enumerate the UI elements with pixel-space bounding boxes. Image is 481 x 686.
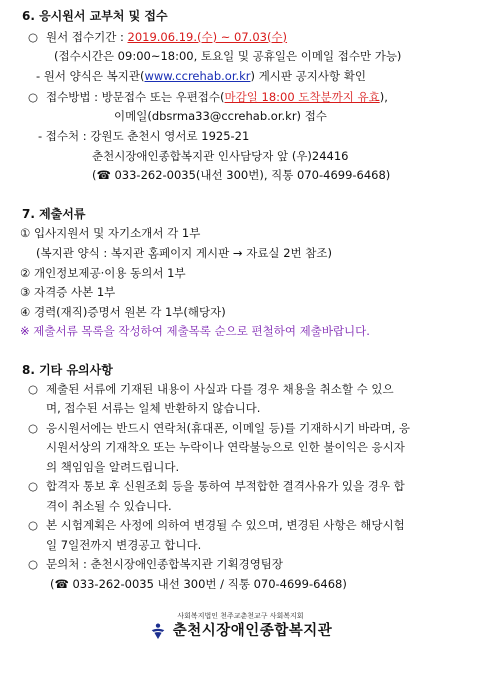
footer-brand (0, 622, 481, 640)
doc-item-4: ④ 경력(재직)증명서 원본 각 1부(해당자) (20, 305, 226, 319)
notice-4-line-2: 일 7일전까지 변경공고 합니다. (46, 538, 202, 552)
notice-5-line-1: 문의처 : 춘천시장애인종합복지관 기획경영팀장 (46, 557, 284, 571)
place-line-2: 춘천시장애인종합복지관 인사담당자 앞 (우)24416 (92, 149, 349, 163)
notice-1-bullet: ○ (28, 382, 39, 396)
doc-item-3: ③ 자격증 사본 1부 (20, 285, 116, 299)
notice-5 (28, 557, 283, 572)
section-8-title: 8. 기타 유의사항 (22, 363, 113, 377)
notice-1-line-1: 제출된 서류에 기재된 내용이 사실과 다를 경우 채용을 취소할 수 있으 (46, 382, 394, 396)
footer-org-caption: 사회복지법인 천주교춘천교구 사회복지회 (177, 612, 304, 620)
method-line (28, 90, 388, 105)
method-email: 이메일(dbsrma33@ccrehab.or.kr) 접수 (114, 109, 327, 123)
period-note: (접수시간은 09:00~18:00, 토요일 및 공휴일은 이메일 접수만 가능) (54, 49, 402, 63)
notice-4-bullet: ○ (28, 518, 39, 532)
notice-2-line-2: 시원서상의 기재착오 또는 누락이나 연락불능으로 인한 불이익은 응시자 (46, 440, 405, 454)
method-suffix: ), (379, 90, 388, 104)
notice-3-bullet: ○ (28, 479, 39, 493)
notice-4 (28, 518, 405, 533)
place-line-3: (☎ 033-262-0035(내선 300번), 직통 070-4699-6468) (92, 168, 391, 182)
notice-3-line-1: 합격자 통보 후 신원조회 등을 통하여 부적합한 결격사유가 있을 경우 합 (46, 479, 405, 493)
footer-brand-name: 춘천시장애인종합복지관 (172, 622, 333, 639)
form-url-link[interactable]: www.ccrehab.or.kr (144, 69, 251, 83)
notice-3 (28, 479, 405, 494)
notice-3-line-2: 격이 취소될 수 있습니다. (46, 499, 172, 513)
doc-item-2: ② 개인정보제공·이용 동의서 1부 (20, 266, 186, 280)
welfare-center-logo-icon (149, 622, 167, 640)
doc-item-1-note: (복지관 양식 : 복지관 홈페이지 게시판 → 자료실 2번 참조) (36, 246, 332, 260)
form-line (36, 69, 366, 84)
place-line-1: - 접수처 : 강원도 춘천시 영서로 1925-21 (38, 129, 250, 143)
method-note: 마감일 18:00 도착분까지 유효 (224, 90, 380, 104)
period-bullet: ○ (28, 30, 39, 44)
notice-2-line-1: 응시원서에는 반드시 연락처(휴대폰, 이메일 등)를 기재하시기 바라며, 응 (46, 421, 411, 435)
period-label: 원서 접수기간 : (46, 30, 128, 44)
method-bullet: ○ (28, 90, 39, 104)
period-line (28, 30, 287, 45)
notice-2-bullet: ○ (28, 421, 39, 435)
period-value: 2019.06.19.(수) ~ 07.03(수) (127, 30, 288, 44)
notice-2-line-3: 의 책임임을 알려드립니다. (46, 460, 180, 474)
notice-5-bullet: ○ (28, 557, 39, 571)
notice-5-line-2: (☎ 033-262-0035 내선 300번 / 직통 070-4699-6468) (50, 577, 347, 591)
notice-1-line-2: 며, 접수된 서류는 일체 반환하지 않습니다. (46, 401, 261, 415)
section-6-title: 6. 응시원서 교부처 및 접수 (22, 9, 168, 23)
notice-1 (28, 382, 394, 397)
form-suffix: ) 게시판 공지사항 확인 (250, 69, 366, 83)
method-prefix: 접수방법 : 방문접수 또는 우편접수( (46, 90, 225, 104)
doc-submit-note: ※ 제출서류 목록을 작성하여 제출목록 순으로 편철하여 제출바랍니다. (20, 324, 370, 338)
notice-2 (28, 421, 410, 436)
form-prefix: - 원서 양식은 복지관( (36, 69, 145, 83)
notice-4-line-1: 본 시험계획은 사정에 의하여 변경될 수 있으며, 변경된 사항은 해당시험 (46, 518, 405, 532)
doc-item-1: ① 입사지원서 및 자기소개서 각 1부 (20, 226, 201, 240)
section-7-title: 7. 제출서류 (22, 207, 86, 221)
